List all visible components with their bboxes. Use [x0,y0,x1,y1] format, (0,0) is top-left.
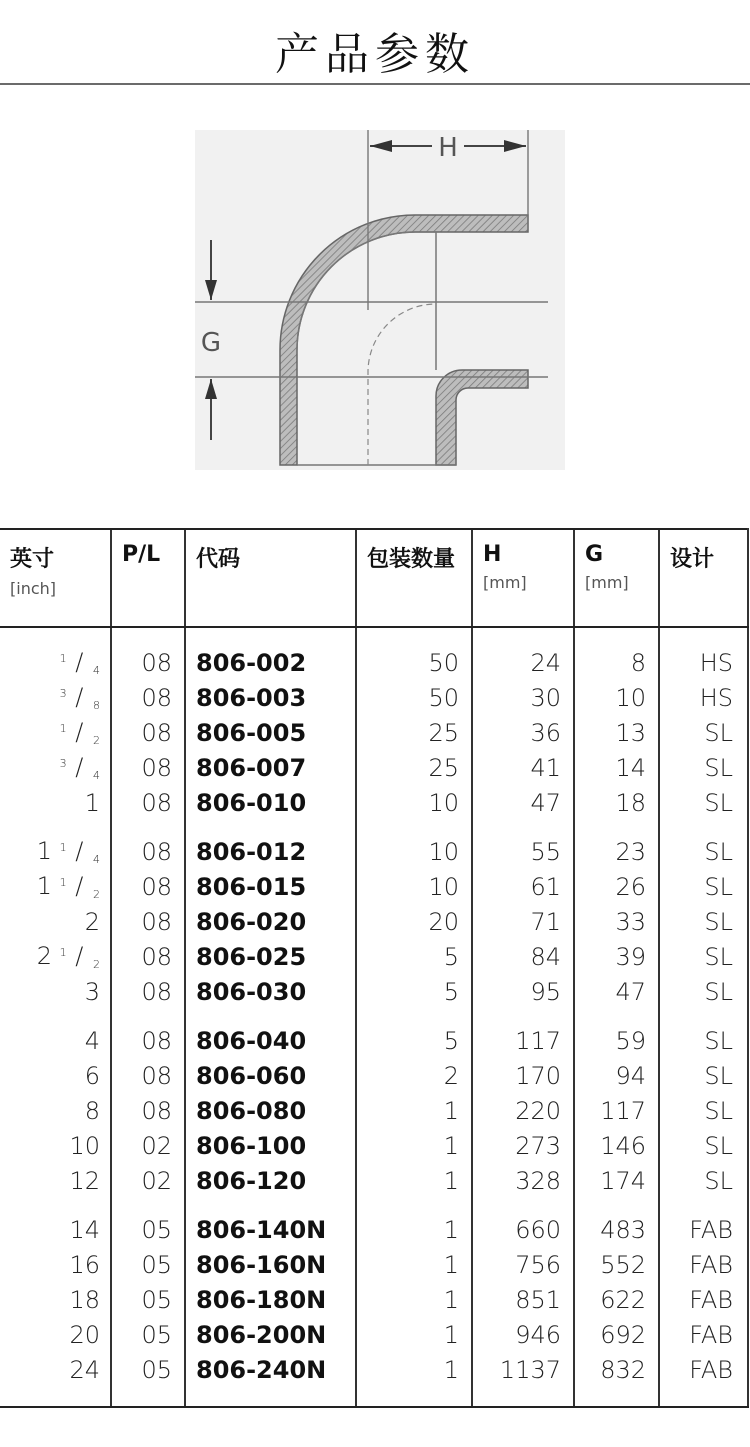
header-h: H [mm] [472,529,574,627]
cell-h: 95 [472,974,574,1009]
cell-qty: 1 [356,1212,472,1247]
table-row [0,904,748,939]
table-row [0,1317,748,1352]
header-design: 设计 [659,529,748,627]
cell-pl: 08 [111,1023,185,1058]
cell-design: SL [659,939,748,974]
cell-qty: 10 [356,834,472,869]
cell-qty: 5 [356,939,472,974]
cell-pl: 08 [111,680,185,715]
cell-pl: 08 [111,939,185,974]
cell-code: 806-240N [185,1352,356,1387]
cell-qty: 20 [356,904,472,939]
cell-g: 18 [574,785,659,820]
cell-code: 806-180N [185,1282,356,1317]
table-row [0,1352,748,1387]
cell-pl: 08 [111,1058,185,1093]
cell-pl: 05 [111,1212,185,1247]
cell-size: 6 [84,1061,100,1090]
cell-pl: 02 [111,1128,185,1163]
header-h-unit: [mm] [483,573,527,592]
cell-g: 8 [574,645,659,680]
cell-qty: 1 [356,1163,472,1198]
cell-pl: 08 [111,645,185,680]
cell-size: $^3$ / $_8$ [59,683,100,712]
cell-design: SL [659,715,748,750]
cell-g: 174 [574,1163,659,1198]
cell-pl: 08 [111,904,185,939]
cell-h: 36 [472,715,574,750]
cell-code: 806-100 [185,1128,356,1163]
cell-qty: 5 [356,1023,472,1058]
cell-h: 55 [472,834,574,869]
cell-g: 59 [574,1023,659,1058]
cell-design: SL [659,785,748,820]
cell-design: SL [659,904,748,939]
cell-design: FAB [659,1352,748,1387]
table-row [0,1023,748,1058]
cell-size: 2 $^1$ / $_2$ [36,942,100,971]
cell-code: 806-120 [185,1163,356,1198]
header-qty: 包装数量 [356,529,472,627]
cell-pl: 08 [111,785,185,820]
cell-code: 806-020 [185,904,356,939]
header-g: G [mm] [574,529,659,627]
cell-h: 851 [472,1282,574,1317]
cell-size: 1 [84,788,100,817]
cell-g: 622 [574,1282,659,1317]
cell-g: 94 [574,1058,659,1093]
table-header-row [0,529,748,627]
table-row [0,645,748,680]
cell-size: 12 [69,1166,100,1195]
cell-size: 2 [84,907,100,936]
cell-size: $^1$ / $_4$ [59,648,100,677]
cell-code: 806-140N [185,1212,356,1247]
cell-pl: 08 [111,1093,185,1128]
table-row [0,1247,748,1282]
cell-h: 47 [472,785,574,820]
cell-design: SL [659,1093,748,1128]
cell-qty: 5 [356,974,472,1009]
cell-design: SL [659,1023,748,1058]
cell-g: 47 [574,974,659,1009]
cell-h: 117 [472,1023,574,1058]
cell-g: 23 [574,834,659,869]
cell-qty: 50 [356,645,472,680]
title-divider [0,83,750,85]
header-code: 代码 [185,529,356,627]
table-spacer-row [0,1198,748,1212]
cell-h: 328 [472,1163,574,1198]
cell-pl: 05 [111,1247,185,1282]
cell-g: 692 [574,1317,659,1352]
cell-size: 8 [84,1096,100,1125]
cell-code: 806-160N [185,1247,356,1282]
table-row [0,680,748,715]
header-pl: P/L [111,529,185,627]
cell-h: 1137 [472,1352,574,1387]
table-spacer-row [0,820,748,834]
cell-size: 1 $^1$ / $_2$ [36,872,100,901]
cell-design: SL [659,974,748,1009]
table-row [0,1093,748,1128]
cell-code: 806-005 [185,715,356,750]
cell-design: SL [659,750,748,785]
table-row [0,939,748,974]
table-row [0,974,748,1009]
cell-design: SL [659,1058,748,1093]
cell-h: 756 [472,1247,574,1282]
table-spacer-row [0,627,748,645]
cell-g: 13 [574,715,659,750]
cell-qty: 1 [356,1128,472,1163]
table-row [0,1058,748,1093]
cell-qty: 25 [356,715,472,750]
cell-code: 806-012 [185,834,356,869]
cell-code: 806-010 [185,785,356,820]
cell-h: 170 [472,1058,574,1093]
cell-h: 273 [472,1128,574,1163]
cell-h: 660 [472,1212,574,1247]
cell-h: 71 [472,904,574,939]
cell-qty: 50 [356,680,472,715]
cell-size: 3 [84,977,100,1006]
cell-g: 146 [574,1128,659,1163]
spec-table [0,528,749,1408]
table-row [0,715,748,750]
cell-code: 806-025 [185,939,356,974]
cell-code: 806-007 [185,750,356,785]
cell-qty: 10 [356,869,472,904]
cell-h: 41 [472,750,574,785]
cell-pl: 05 [111,1352,185,1387]
table-row [0,785,748,820]
h-dimension-label: H [438,133,458,163]
cell-pl: 08 [111,869,185,904]
cell-pl: 08 [111,750,185,785]
cell-design: SL [659,834,748,869]
cell-qty: 10 [356,785,472,820]
table-row [0,834,748,869]
cell-g: 483 [574,1212,659,1247]
table-spacer-row [0,1009,748,1023]
cell-g: 39 [574,939,659,974]
table-row [0,1212,748,1247]
header-g-unit: [mm] [585,573,629,592]
cell-qty: 1 [356,1093,472,1128]
table-spacer-row [0,1387,748,1407]
cell-size: 4 [84,1026,100,1055]
table-row [0,1163,748,1198]
cell-qty: 25 [356,750,472,785]
cell-g: 552 [574,1247,659,1282]
header-inch-unit: [inch] [10,579,57,598]
cell-qty: 1 [356,1282,472,1317]
cell-size: 14 [69,1215,100,1244]
cell-h: 84 [472,939,574,974]
cell-h: 24 [472,645,574,680]
cell-g: 832 [574,1352,659,1387]
cell-pl: 05 [111,1282,185,1317]
cell-design: SL [659,869,748,904]
cell-design: FAB [659,1247,748,1282]
cell-design: SL [659,1128,748,1163]
diagram-background [195,130,565,470]
cell-qty: 1 [356,1247,472,1282]
cell-code: 806-200N [185,1317,356,1352]
g-dimension-label: G [200,328,222,358]
cell-pl: 08 [111,834,185,869]
cell-h: 30 [472,680,574,715]
cell-h: 220 [472,1093,574,1128]
cell-code: 806-015 [185,869,356,904]
cell-g: 117 [574,1093,659,1128]
cell-design: FAB [659,1282,748,1317]
cell-code: 806-080 [185,1093,356,1128]
table-row [0,750,748,785]
cell-design: SL [659,1163,748,1198]
table-row [0,1282,748,1317]
cell-pl: 05 [111,1317,185,1352]
table-row [0,1128,748,1163]
cell-h: 946 [472,1317,574,1352]
cell-code: 806-030 [185,974,356,1009]
cell-size: 1 $^1$ / $_4$ [36,837,100,866]
header-inch: 英寸 [inch] [0,529,111,627]
cell-code: 806-003 [185,680,356,715]
page-title: 产品参数 [275,29,475,80]
cell-h: 61 [472,869,574,904]
cell-size: 20 [69,1320,100,1349]
cell-qty: 1 [356,1317,472,1352]
cell-size: 18 [69,1285,100,1314]
cell-code: 806-002 [185,645,356,680]
cell-size: 16 [69,1250,100,1279]
cell-design: HS [659,680,748,715]
cell-size: $^1$ / $_2$ [59,718,100,747]
cell-qty: 1 [356,1352,472,1387]
cell-pl: 08 [111,974,185,1009]
elbow-fitting-diagram [180,120,570,480]
cell-g: 26 [574,869,659,904]
cell-design: FAB [659,1317,748,1352]
cell-qty: 2 [356,1058,472,1093]
cell-g: 10 [574,680,659,715]
cell-g: 14 [574,750,659,785]
cell-code: 806-060 [185,1058,356,1093]
cell-size: 10 [69,1131,100,1160]
cell-size: $^3$ / $_4$ [59,753,100,782]
cell-pl: 02 [111,1163,185,1198]
cell-design: HS [659,645,748,680]
cell-pl: 08 [111,715,185,750]
table-row [0,869,748,904]
cell-design: FAB [659,1212,748,1247]
cell-code: 806-040 [185,1023,356,1058]
cell-g: 33 [574,904,659,939]
cell-size: 24 [69,1355,100,1384]
